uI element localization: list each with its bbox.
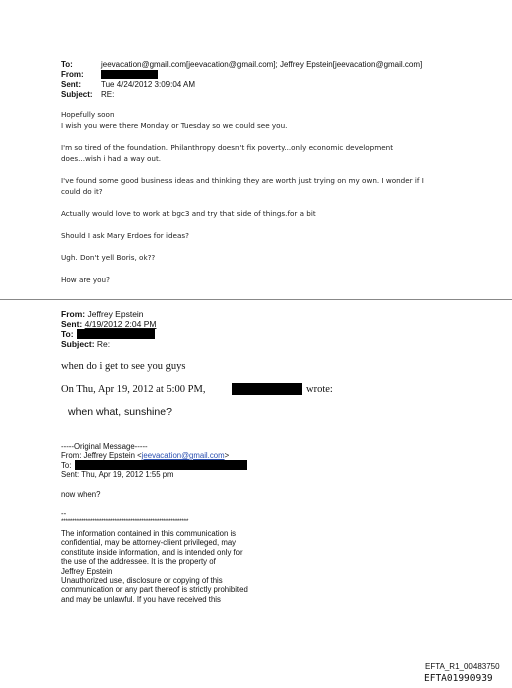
on-date-prefix: On Thu, Apr 19, 2012 at 5:00 PM, xyxy=(61,384,206,395)
body-line: Hopefully soon xyxy=(61,110,115,119)
page-divider xyxy=(0,299,512,300)
to-value: jeevacation@gmail.com[jeevacation@gmail.com]; Jeffrey Epstein[jeevacation@gmail.com] xyxy=(101,60,423,69)
redaction-box xyxy=(232,383,302,395)
sent-line: Sent: 4/19/2012 2:04 PM xyxy=(61,319,157,329)
to-line: To: xyxy=(61,329,74,339)
body-line: Ugh. Don't yell Boris, ok?? xyxy=(61,253,156,262)
signature-dash: -- xyxy=(61,509,67,518)
original-divider: -----Original Message----- xyxy=(61,442,148,451)
redaction-box xyxy=(101,70,158,79)
redaction-box xyxy=(75,460,247,470)
sent-value: Tue 4/24/2012 3:09:04 AM xyxy=(101,80,195,89)
star-line: ********************************************************* xyxy=(61,518,189,525)
body-line: I'm so tired of the foundation. Philanthropy doesn't fix poverty...only economic development xyxy=(61,143,394,152)
sent-label: Sent: xyxy=(61,80,81,89)
original-to: To: xyxy=(61,461,72,470)
body-line: does...wish i had a way out. xyxy=(61,154,162,163)
from-line: From: Jeffrey Epstein xyxy=(61,309,144,319)
body-line: could do it? xyxy=(61,187,103,196)
redaction-box xyxy=(77,329,155,339)
body-line: Actually would love to work at bgc3 and try that side of things.for a bit xyxy=(61,209,316,218)
original-body: now when? xyxy=(61,490,101,499)
subject-value: RE: xyxy=(101,90,115,99)
quoted-text: when what, sunshine? xyxy=(68,406,172,418)
bates-number-2: EFTA01990939 xyxy=(424,673,493,684)
body-line: Should I ask Mary Erdoes for ideas? xyxy=(61,231,189,240)
subject-line: Subject: Re: xyxy=(61,339,111,349)
original-from: From: Jeffrey Epstein <jeevacation@gmail.com> xyxy=(61,451,230,460)
disclaimer: The information contained in this communication is confidential, may be attorney-client privileged, may constitute inside information, and is intended only for the use of the addressee. It is the property of Jeffrey Epstein Unauthorized use, disclosure or copying of this communication or any part thereof is strictly prohibited and may be unlawful. If you have received this xyxy=(61,529,248,604)
to-label: To: xyxy=(61,60,73,69)
on-date-suffix: wrote: xyxy=(306,384,333,395)
from-label: From: xyxy=(61,70,84,79)
subject-label: Subject: xyxy=(61,90,93,99)
body-line: I've found some good business ideas and thinking they are worth just trying on my own. I wonder if I xyxy=(61,176,424,185)
body-line: I wish you were there Monday or Tuesday so we could see you. xyxy=(61,121,288,130)
email-link[interactable]: jeevacation@gmail.com xyxy=(141,451,225,460)
original-sent: Sent: Thu, Apr 19, 2012 1:55 pm xyxy=(61,470,174,479)
body-line: How are you? xyxy=(61,275,110,284)
reply-text: when do i get to see you guys xyxy=(61,361,186,372)
bates-number-1: EFTA_R1_00483750 xyxy=(425,662,500,671)
